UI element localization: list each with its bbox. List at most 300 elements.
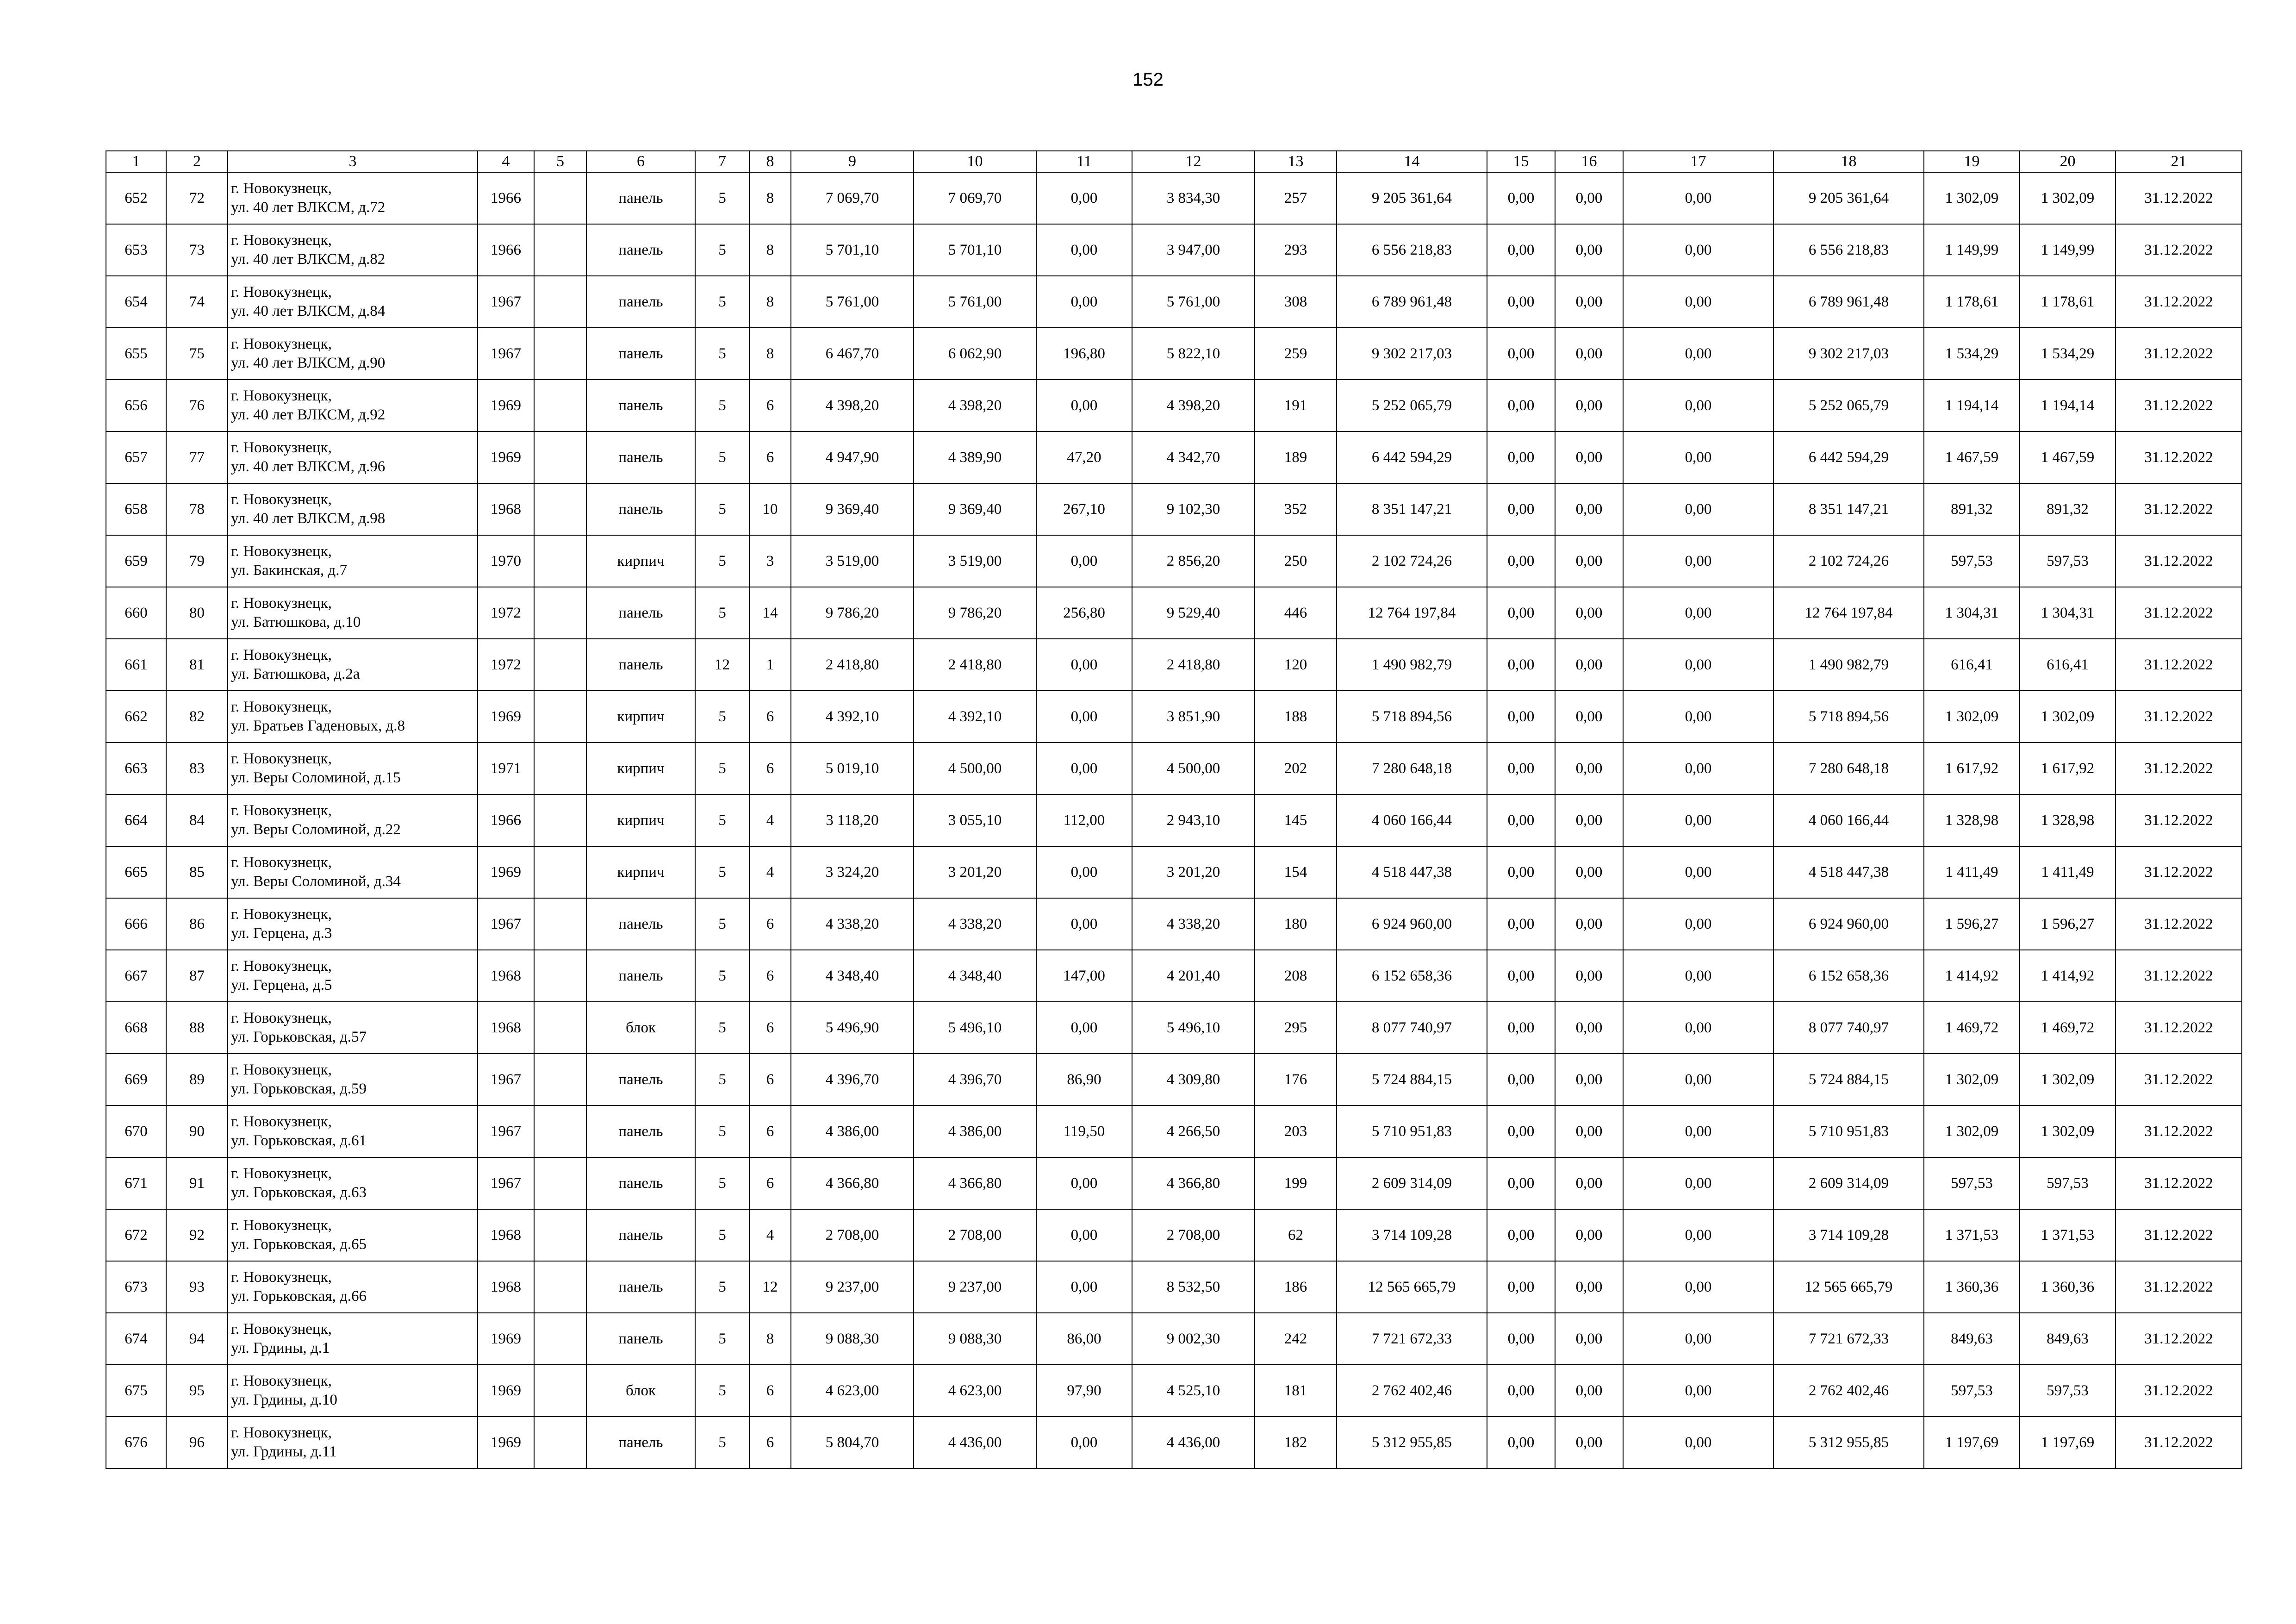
address-cell (228, 1054, 478, 1106)
address-street: ул. 40 лет ВЛКСМ, д.96 (231, 458, 386, 475)
col-17-cell: 0,00 (1623, 328, 1773, 380)
col-18-cell: 8 077 740,97 (1773, 1002, 1924, 1054)
completion-date-cell: 31.12.2022 (2116, 1209, 2242, 1261)
address-street: ул. Веры Соломиной, д.34 (231, 873, 401, 890)
address-cell (228, 224, 478, 276)
address-city: г. Новокузнецк, (231, 802, 332, 819)
address-street: ул. 40 лет ВЛКСМ, д.82 (231, 251, 386, 268)
col-20-cell: 1 371,53 (2020, 1209, 2116, 1261)
col-19-cell: 1 411,49 (1924, 846, 2020, 898)
address-street: ул. Горьковская, д.66 (231, 1288, 367, 1305)
address-cell (228, 1365, 478, 1417)
living-area-cell: 5 496,10 (914, 1002, 1036, 1054)
col-20-cell: 1 194,14 (2020, 380, 2116, 431)
table-row (106, 276, 2242, 328)
row-number-cell: 657 (106, 431, 166, 483)
row-number-cell: 661 (106, 639, 166, 691)
col-17-cell: 0,00 (1623, 1054, 1773, 1106)
address-city: г. Новокузнецк, (231, 387, 332, 404)
table-row (106, 794, 2242, 846)
row-number-cell: 675 (106, 1365, 166, 1417)
residents-cell: 446 (1255, 587, 1337, 639)
column-number-7: 7 (695, 151, 749, 172)
local-number-cell: 94 (166, 1313, 228, 1365)
area-col-12-cell: 2 856,20 (1132, 535, 1255, 587)
entrances-cell: 6 (749, 1106, 791, 1157)
col-16-cell: 0,00 (1555, 380, 1623, 431)
cost-total-cell: 12 565 665,79 (1337, 1261, 1487, 1313)
col-20-cell: 1 467,59 (2020, 431, 2116, 483)
col-17-cell: 0,00 (1623, 380, 1773, 431)
address-street: ул. 40 лет ВЛКСМ, д.84 (231, 303, 386, 319)
col-15-cell: 0,00 (1487, 950, 1555, 1002)
area-col-12-cell: 5 761,00 (1132, 276, 1255, 328)
year-built-cell: 1967 (478, 328, 534, 380)
total-area-cell: 4 338,20 (791, 898, 914, 950)
completion-date-cell: 31.12.2022 (2116, 1261, 2242, 1313)
wall-material-cell: блок (586, 1002, 695, 1054)
floors-cell: 5 (695, 1054, 749, 1106)
completion-date-cell: 31.12.2022 (2116, 898, 2242, 950)
year-built-cell: 1971 (478, 743, 534, 794)
col-20-cell: 1 302,09 (2020, 1106, 2116, 1157)
col-5-cell (534, 380, 586, 431)
col-17-cell: 0,00 (1623, 276, 1773, 328)
address-street: ул. 40 лет ВЛКСМ, д.92 (231, 406, 386, 423)
nonresidential-area-cell: 0,00 (1036, 743, 1132, 794)
col-19-cell: 1 467,59 (1924, 431, 2020, 483)
area-col-12-cell: 9 102,30 (1132, 483, 1255, 535)
col-18-cell: 3 714 109,28 (1773, 1209, 1924, 1261)
living-area-cell: 2 418,80 (914, 639, 1036, 691)
residents-cell: 181 (1255, 1365, 1337, 1417)
col-20-cell: 1 302,09 (2020, 172, 2116, 224)
col-16-cell: 0,00 (1555, 743, 1623, 794)
wall-material-cell: панель (586, 1106, 695, 1157)
col-16-cell: 0,00 (1555, 1054, 1623, 1106)
local-number-cell: 75 (166, 328, 228, 380)
area-col-12-cell: 3 851,90 (1132, 691, 1255, 743)
address-street: ул. Веры Соломиной, д.15 (231, 769, 401, 786)
year-built-cell: 1968 (478, 1209, 534, 1261)
wall-material-cell: панель (586, 1417, 695, 1468)
column-number-header (106, 151, 2242, 172)
nonresidential-area-cell: 0,00 (1036, 1261, 1132, 1313)
table-body (106, 172, 2242, 1468)
col-19-cell: 1 414,92 (1924, 950, 2020, 1002)
wall-material-cell: панель (586, 1313, 695, 1365)
entrances-cell: 6 (749, 950, 791, 1002)
wall-material-cell: панель (586, 950, 695, 1002)
col-17-cell: 0,00 (1623, 483, 1773, 535)
col-19-cell: 1 302,09 (1924, 1106, 2020, 1157)
table-row (106, 1157, 2242, 1209)
wall-material-cell: кирпич (586, 691, 695, 743)
col-19-cell: 1 596,27 (1924, 898, 2020, 950)
entrances-cell: 6 (749, 1365, 791, 1417)
col-17-cell: 0,00 (1623, 224, 1773, 276)
year-built-cell: 1969 (478, 691, 534, 743)
cost-total-cell: 9 302 217,03 (1337, 328, 1487, 380)
floors-cell: 5 (695, 743, 749, 794)
row-number-cell: 654 (106, 276, 166, 328)
local-number-cell: 87 (166, 950, 228, 1002)
table-row (106, 535, 2242, 587)
area-col-12-cell: 4 309,80 (1132, 1054, 1255, 1106)
row-number-cell: 670 (106, 1106, 166, 1157)
address-cell (228, 276, 478, 328)
cost-total-cell: 3 714 109,28 (1337, 1209, 1487, 1261)
column-number-10: 10 (914, 151, 1036, 172)
living-area-cell: 4 392,10 (914, 691, 1036, 743)
col-19-cell: 1 302,09 (1924, 1054, 2020, 1106)
area-col-12-cell: 3 947,00 (1132, 224, 1255, 276)
address-city: г. Новокузнецк, (231, 284, 332, 300)
floors-cell: 5 (695, 328, 749, 380)
col-17-cell: 0,00 (1623, 1417, 1773, 1468)
col-17-cell: 0,00 (1623, 794, 1773, 846)
column-number-19: 19 (1924, 151, 2020, 172)
address-city: г. Новокузнецк, (231, 699, 332, 715)
address-street: ул. Грдины, д.1 (231, 1340, 330, 1356)
table-row (106, 328, 2242, 380)
col-17-cell: 0,00 (1623, 172, 1773, 224)
col-19-cell: 1 149,99 (1924, 224, 2020, 276)
col-17-cell: 0,00 (1623, 743, 1773, 794)
col-17-cell: 0,00 (1623, 1209, 1773, 1261)
col-5-cell (534, 1157, 586, 1209)
wall-material-cell: панель (586, 898, 695, 950)
local-number-cell: 89 (166, 1054, 228, 1106)
address-cell (228, 691, 478, 743)
col-15-cell: 0,00 (1487, 639, 1555, 691)
year-built-cell: 1967 (478, 1054, 534, 1106)
col-20-cell: 597,53 (2020, 535, 2116, 587)
col-5-cell (534, 691, 586, 743)
col-18-cell: 7 280 648,18 (1773, 743, 1924, 794)
col-16-cell: 0,00 (1555, 276, 1623, 328)
col-16-cell: 0,00 (1555, 1157, 1623, 1209)
column-number-5: 5 (534, 151, 586, 172)
col-18-cell: 12 565 665,79 (1773, 1261, 1924, 1313)
area-col-12-cell: 4 342,70 (1132, 431, 1255, 483)
col-19-cell: 891,32 (1924, 483, 2020, 535)
col-5-cell (534, 535, 586, 587)
floors-cell: 5 (695, 846, 749, 898)
total-area-cell: 4 947,90 (791, 431, 914, 483)
col-19-cell: 1 304,31 (1924, 587, 2020, 639)
local-number-cell: 74 (166, 276, 228, 328)
residents-cell: 295 (1255, 1002, 1337, 1054)
area-col-12-cell: 4 500,00 (1132, 743, 1255, 794)
col-19-cell: 597,53 (1924, 535, 2020, 587)
wall-material-cell: кирпич (586, 535, 695, 587)
local-number-cell: 86 (166, 898, 228, 950)
address-street: ул. Горьковская, д.61 (231, 1132, 367, 1149)
cost-total-cell: 12 764 197,84 (1337, 587, 1487, 639)
col-5-cell (534, 1261, 586, 1313)
col-19-cell: 1 302,09 (1924, 691, 2020, 743)
address-street: ул. Грдины, д.10 (231, 1392, 337, 1408)
area-col-12-cell: 4 436,00 (1132, 1417, 1255, 1468)
cost-total-cell: 9 205 361,64 (1337, 172, 1487, 224)
entrances-cell: 10 (749, 483, 791, 535)
column-number-18: 18 (1773, 151, 1924, 172)
local-number-cell: 76 (166, 380, 228, 431)
nonresidential-area-cell: 97,90 (1036, 1365, 1132, 1417)
col-19-cell: 1 469,72 (1924, 1002, 2020, 1054)
floors-cell: 5 (695, 1209, 749, 1261)
col-18-cell: 6 152 658,36 (1773, 950, 1924, 1002)
col-20-cell: 1 360,36 (2020, 1261, 2116, 1313)
col-20-cell: 1 414,92 (2020, 950, 2116, 1002)
row-number-cell: 667 (106, 950, 166, 1002)
total-area-cell: 2 418,80 (791, 639, 914, 691)
row-number-cell: 672 (106, 1209, 166, 1261)
col-20-cell: 616,41 (2020, 639, 2116, 691)
total-area-cell: 5 019,10 (791, 743, 914, 794)
area-col-12-cell: 4 266,50 (1132, 1106, 1255, 1157)
residents-cell: 250 (1255, 535, 1337, 587)
living-area-cell: 3 055,10 (914, 794, 1036, 846)
col-19-cell: 597,53 (1924, 1365, 2020, 1417)
col-17-cell: 0,00 (1623, 846, 1773, 898)
entrances-cell: 6 (749, 1054, 791, 1106)
table-row (106, 950, 2242, 1002)
living-area-cell: 5 701,10 (914, 224, 1036, 276)
col-15-cell: 0,00 (1487, 1365, 1555, 1417)
local-number-cell: 78 (166, 483, 228, 535)
wall-material-cell: панель (586, 1261, 695, 1313)
total-area-cell: 4 386,00 (791, 1106, 914, 1157)
entrances-cell: 6 (749, 898, 791, 950)
total-area-cell: 4 392,10 (791, 691, 914, 743)
residents-cell: 352 (1255, 483, 1337, 535)
completion-date-cell: 31.12.2022 (2116, 431, 2242, 483)
address-city: г. Новокузнецк, (231, 1269, 332, 1286)
total-area-cell: 9 237,00 (791, 1261, 914, 1313)
nonresidential-area-cell: 0,00 (1036, 276, 1132, 328)
row-number-cell: 671 (106, 1157, 166, 1209)
completion-date-cell: 31.12.2022 (2116, 1417, 2242, 1468)
address-city: г. Новокузнецк, (231, 854, 332, 871)
table-row (106, 380, 2242, 431)
column-number-21: 21 (2116, 151, 2242, 172)
area-col-12-cell: 2 708,00 (1132, 1209, 1255, 1261)
table-row (106, 1417, 2242, 1468)
completion-date-cell: 31.12.2022 (2116, 587, 2242, 639)
col-16-cell: 0,00 (1555, 431, 1623, 483)
floors-cell: 5 (695, 1417, 749, 1468)
wall-material-cell: панель (586, 1157, 695, 1209)
col-18-cell: 1 490 982,79 (1773, 639, 1924, 691)
col-17-cell: 0,00 (1623, 1261, 1773, 1313)
col-15-cell: 0,00 (1487, 1417, 1555, 1468)
table-row (106, 846, 2242, 898)
area-col-12-cell: 4 201,40 (1132, 950, 1255, 1002)
wall-material-cell: кирпич (586, 846, 695, 898)
nonresidential-area-cell: 0,00 (1036, 380, 1132, 431)
residents-cell: 189 (1255, 431, 1337, 483)
col-5-cell (534, 1365, 586, 1417)
col-15-cell: 0,00 (1487, 224, 1555, 276)
total-area-cell: 4 623,00 (791, 1365, 914, 1417)
address-city: г. Новокузнецк, (231, 595, 332, 612)
col-16-cell: 0,00 (1555, 1365, 1623, 1417)
local-number-cell: 82 (166, 691, 228, 743)
residents-cell: 191 (1255, 380, 1337, 431)
year-built-cell: 1968 (478, 1261, 534, 1313)
col-15-cell: 0,00 (1487, 587, 1555, 639)
col-5-cell (534, 1209, 586, 1261)
completion-date-cell: 31.12.2022 (2116, 846, 2242, 898)
col-19-cell: 849,63 (1924, 1313, 2020, 1365)
col-15-cell: 0,00 (1487, 483, 1555, 535)
completion-date-cell: 31.12.2022 (2116, 950, 2242, 1002)
nonresidential-area-cell: 267,10 (1036, 483, 1132, 535)
col-15-cell: 0,00 (1487, 743, 1555, 794)
address-city: г. Новокузнецк, (231, 1321, 332, 1337)
address-city: г. Новокузнецк, (231, 336, 332, 352)
col-5-cell (534, 224, 586, 276)
living-area-cell: 9 369,40 (914, 483, 1036, 535)
wall-material-cell: панель (586, 172, 695, 224)
col-5-cell (534, 1313, 586, 1365)
col-18-cell: 4 060 166,44 (1773, 794, 1924, 846)
address-city: г. Новокузнецк, (231, 491, 332, 508)
col-16-cell: 0,00 (1555, 1261, 1623, 1313)
entrances-cell: 6 (749, 691, 791, 743)
total-area-cell: 3 519,00 (791, 535, 914, 587)
table-row (106, 743, 2242, 794)
col-20-cell: 1 469,72 (2020, 1002, 2116, 1054)
year-built-cell: 1968 (478, 1002, 534, 1054)
cost-total-cell: 4 060 166,44 (1337, 794, 1487, 846)
col-5-cell (534, 743, 586, 794)
local-number-cell: 93 (166, 1261, 228, 1313)
address-street: ул. Бакинская, д.7 (231, 562, 348, 579)
col-18-cell: 12 764 197,84 (1773, 587, 1924, 639)
nonresidential-area-cell: 0,00 (1036, 691, 1132, 743)
local-number-cell: 92 (166, 1209, 228, 1261)
col-17-cell: 0,00 (1623, 898, 1773, 950)
col-5-cell (534, 898, 586, 950)
col-20-cell: 1 411,49 (2020, 846, 2116, 898)
address-city: г. Новокузнецк, (231, 1010, 332, 1026)
wall-material-cell: панель (586, 587, 695, 639)
address-city: г. Новокузнецк, (231, 1113, 332, 1130)
address-cell (228, 1261, 478, 1313)
table-row (106, 691, 2242, 743)
entrances-cell: 3 (749, 535, 791, 587)
floors-cell: 5 (695, 1106, 749, 1157)
col-19-cell: 1 534,29 (1924, 328, 2020, 380)
col-20-cell: 1 304,31 (2020, 587, 2116, 639)
living-area-cell: 6 062,90 (914, 328, 1036, 380)
entrances-cell: 6 (749, 1157, 791, 1209)
entrances-cell: 6 (749, 743, 791, 794)
nonresidential-area-cell: 196,80 (1036, 328, 1132, 380)
col-17-cell: 0,00 (1623, 691, 1773, 743)
local-number-cell: 73 (166, 224, 228, 276)
residents-cell: 188 (1255, 691, 1337, 743)
address-city: г. Новокузнецк, (231, 439, 332, 456)
entrances-cell: 14 (749, 587, 791, 639)
row-number-cell: 664 (106, 794, 166, 846)
year-built-cell: 1968 (478, 950, 534, 1002)
address-cell (228, 172, 478, 224)
cost-total-cell: 2 102 724,26 (1337, 535, 1487, 587)
col-17-cell: 0,00 (1623, 431, 1773, 483)
local-number-cell: 95 (166, 1365, 228, 1417)
col-20-cell: 1 534,29 (2020, 328, 2116, 380)
living-area-cell: 9 237,00 (914, 1261, 1036, 1313)
row-number-cell: 656 (106, 380, 166, 431)
living-area-cell: 4 623,00 (914, 1365, 1036, 1417)
floors-cell: 5 (695, 587, 749, 639)
total-area-cell: 2 708,00 (791, 1209, 914, 1261)
column-number-8: 8 (749, 151, 791, 172)
entrances-cell: 4 (749, 794, 791, 846)
residents-cell: 259 (1255, 328, 1337, 380)
entrances-cell: 12 (749, 1261, 791, 1313)
cost-total-cell: 5 710 951,83 (1337, 1106, 1487, 1157)
local-number-cell: 72 (166, 172, 228, 224)
col-20-cell: 597,53 (2020, 1157, 2116, 1209)
living-area-cell: 4 396,70 (914, 1054, 1036, 1106)
wall-material-cell: панель (586, 1054, 695, 1106)
year-built-cell: 1970 (478, 535, 534, 587)
col-5-cell (534, 846, 586, 898)
cost-total-cell: 2 762 402,46 (1337, 1365, 1487, 1417)
area-col-12-cell: 4 398,20 (1132, 380, 1255, 431)
address-street: ул. Грдины, д.11 (231, 1443, 337, 1460)
col-20-cell: 1 617,92 (2020, 743, 2116, 794)
col-17-cell: 0,00 (1623, 950, 1773, 1002)
completion-date-cell: 31.12.2022 (2116, 1054, 2242, 1106)
address-cell (228, 483, 478, 535)
col-19-cell: 1 197,69 (1924, 1417, 2020, 1468)
row-number-cell: 669 (106, 1054, 166, 1106)
address-city: г. Новокузнецк, (231, 906, 332, 923)
cost-total-cell: 5 718 894,56 (1337, 691, 1487, 743)
nonresidential-area-cell: 256,80 (1036, 587, 1132, 639)
local-number-cell: 77 (166, 431, 228, 483)
column-number-9: 9 (791, 151, 914, 172)
row-number-cell: 665 (106, 846, 166, 898)
table-row (106, 483, 2242, 535)
col-18-cell: 5 710 951,83 (1773, 1106, 1924, 1157)
living-area-cell: 2 708,00 (914, 1209, 1036, 1261)
area-col-12-cell: 5 822,10 (1132, 328, 1255, 380)
cost-total-cell: 7 280 648,18 (1337, 743, 1487, 794)
total-area-cell: 5 804,70 (791, 1417, 914, 1468)
year-built-cell: 1969 (478, 1417, 534, 1468)
col-15-cell: 0,00 (1487, 1106, 1555, 1157)
table-row (106, 1313, 2242, 1365)
col-17-cell: 0,00 (1623, 1365, 1773, 1417)
address-cell (228, 846, 478, 898)
col-18-cell: 2 762 402,46 (1773, 1365, 1924, 1417)
col-20-cell: 597,53 (2020, 1365, 2116, 1417)
col-15-cell: 0,00 (1487, 846, 1555, 898)
floors-cell: 5 (695, 276, 749, 328)
cost-total-cell: 5 252 065,79 (1337, 380, 1487, 431)
total-area-cell: 9 369,40 (791, 483, 914, 535)
total-area-cell: 9 786,20 (791, 587, 914, 639)
nonresidential-area-cell: 0,00 (1036, 535, 1132, 587)
address-street: ул. Веры Соломиной, д.22 (231, 821, 401, 838)
